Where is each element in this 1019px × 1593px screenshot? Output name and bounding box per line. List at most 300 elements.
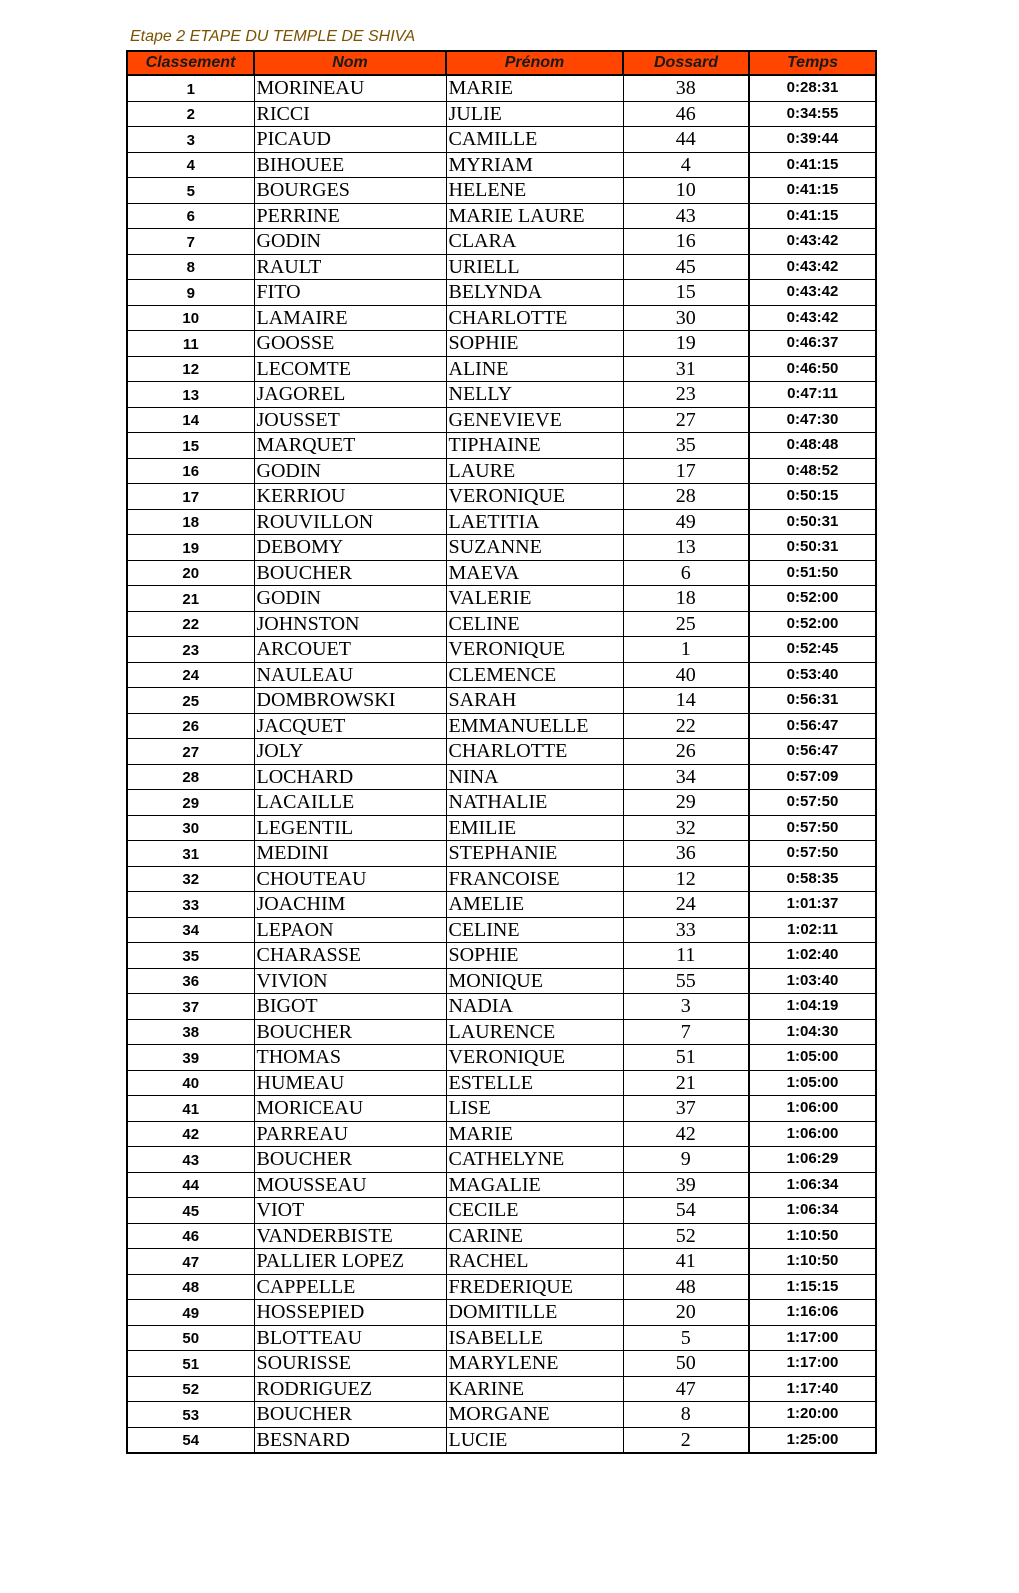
cell-dossard: 12	[623, 866, 749, 892]
cell-classement: 21	[127, 586, 254, 612]
cell-prenom: CELINE	[446, 611, 623, 637]
cell-prenom: CATHELYNE	[446, 1147, 623, 1173]
cell-prenom: STEPHANIE	[446, 841, 623, 867]
cell-classement: 20	[127, 560, 254, 586]
cell-nom: LACAILLE	[254, 790, 446, 816]
cell-dossard: 32	[623, 815, 749, 841]
cell-temps: 1:03:40	[749, 968, 876, 994]
cell-temps: 0:56:47	[749, 713, 876, 739]
cell-dossard: 35	[623, 433, 749, 459]
cell-prenom: MORGANE	[446, 1402, 623, 1428]
cell-nom: JAGOREL	[254, 382, 446, 408]
cell-dossard: 4	[623, 152, 749, 178]
cell-nom: CAPPELLE	[254, 1274, 446, 1300]
cell-temps: 1:06:00	[749, 1096, 876, 1122]
cell-dossard: 22	[623, 713, 749, 739]
cell-prenom: EMILIE	[446, 815, 623, 841]
table-row	[127, 433, 876, 459]
cell-prenom: LISE	[446, 1096, 623, 1122]
cell-temps: 0:56:31	[749, 688, 876, 714]
cell-prenom: SARAH	[446, 688, 623, 714]
header-temps: Temps	[749, 51, 876, 75]
cell-temps: 1:02:11	[749, 917, 876, 943]
table-row	[127, 1274, 876, 1300]
cell-dossard: 34	[623, 764, 749, 790]
cell-nom: JOACHIM	[254, 892, 446, 918]
cell-nom: LECOMTE	[254, 356, 446, 382]
cell-temps: 0:43:42	[749, 254, 876, 280]
table-row	[127, 535, 876, 561]
cell-temps: 0:43:42	[749, 305, 876, 331]
cell-temps: 1:05:00	[749, 1070, 876, 1096]
cell-nom: JOLY	[254, 739, 446, 765]
cell-temps: 0:47:30	[749, 407, 876, 433]
cell-classement: 6	[127, 203, 254, 229]
cell-temps: 0:50:15	[749, 484, 876, 510]
cell-dossard: 46	[623, 101, 749, 127]
cell-prenom: BELYNDA	[446, 280, 623, 306]
cell-nom: DEBOMY	[254, 535, 446, 561]
table-row	[127, 1019, 876, 1045]
cell-temps: 0:43:42	[749, 280, 876, 306]
cell-dossard: 39	[623, 1172, 749, 1198]
cell-classement: 10	[127, 305, 254, 331]
table-row	[127, 407, 876, 433]
cell-prenom: MONIQUE	[446, 968, 623, 994]
cell-nom: BIGOT	[254, 994, 446, 1020]
cell-dossard: 47	[623, 1376, 749, 1402]
header-nom: Nom	[254, 51, 446, 75]
table-row	[127, 586, 876, 612]
results-table	[126, 50, 877, 1454]
table-row	[127, 331, 876, 357]
header-classement: Classement	[127, 51, 254, 75]
cell-temps: 0:28:31	[749, 75, 876, 101]
cell-nom: BLOTTEAU	[254, 1325, 446, 1351]
cell-temps: 0:51:50	[749, 560, 876, 586]
cell-dossard: 19	[623, 331, 749, 357]
cell-dossard: 42	[623, 1121, 749, 1147]
cell-nom: JOHNSTON	[254, 611, 446, 637]
cell-temps: 1:15:15	[749, 1274, 876, 1300]
cell-prenom: DOMITILLE	[446, 1300, 623, 1326]
cell-prenom: URIELL	[446, 254, 623, 280]
cell-temps: 0:46:37	[749, 331, 876, 357]
cell-prenom: GENEVIEVE	[446, 407, 623, 433]
table-row	[127, 841, 876, 867]
cell-prenom: CARINE	[446, 1223, 623, 1249]
cell-dossard: 41	[623, 1249, 749, 1275]
cell-nom: MOUSSEAU	[254, 1172, 446, 1198]
cell-classement: 34	[127, 917, 254, 943]
cell-classement: 44	[127, 1172, 254, 1198]
table-row	[127, 1427, 876, 1453]
cell-temps: 0:57:50	[749, 841, 876, 867]
cell-nom: MORICEAU	[254, 1096, 446, 1122]
cell-classement: 42	[127, 1121, 254, 1147]
cell-classement: 54	[127, 1427, 254, 1453]
cell-prenom: LAETITIA	[446, 509, 623, 535]
cell-classement: 24	[127, 662, 254, 688]
cell-nom: JOUSSET	[254, 407, 446, 433]
cell-dossard: 25	[623, 611, 749, 637]
cell-temps: 1:10:50	[749, 1249, 876, 1275]
cell-prenom: CLARA	[446, 229, 623, 255]
cell-nom: KERRIOU	[254, 484, 446, 510]
cell-temps: 1:16:06	[749, 1300, 876, 1326]
cell-dossard: 14	[623, 688, 749, 714]
cell-classement: 11	[127, 331, 254, 357]
table-header	[127, 51, 876, 75]
cell-dossard: 29	[623, 790, 749, 816]
cell-temps: 0:52:00	[749, 611, 876, 637]
cell-classement: 7	[127, 229, 254, 255]
table-row	[127, 75, 876, 101]
cell-prenom: NADIA	[446, 994, 623, 1020]
cell-temps: 0:58:35	[749, 866, 876, 892]
cell-nom: GOOSSE	[254, 331, 446, 357]
cell-nom: DOMBROWSKI	[254, 688, 446, 714]
header-prenom: Prénom	[446, 51, 623, 75]
cell-classement: 27	[127, 739, 254, 765]
table-row	[127, 688, 876, 714]
page-title: Etape 2 ETAPE DU TEMPLE DE SHIVA	[130, 28, 416, 45]
cell-classement: 40	[127, 1070, 254, 1096]
table-row	[127, 1172, 876, 1198]
table-row	[127, 1045, 876, 1071]
cell-temps: 1:02:40	[749, 943, 876, 969]
cell-classement: 51	[127, 1351, 254, 1377]
cell-nom: BOUCHER	[254, 1402, 446, 1428]
cell-classement: 48	[127, 1274, 254, 1300]
table-row	[127, 637, 876, 663]
cell-classement: 43	[127, 1147, 254, 1173]
cell-nom: LOCHARD	[254, 764, 446, 790]
cell-dossard: 3	[623, 994, 749, 1020]
cell-classement: 23	[127, 637, 254, 663]
cell-temps: 0:39:44	[749, 127, 876, 153]
cell-classement: 41	[127, 1096, 254, 1122]
table-row	[127, 1147, 876, 1173]
cell-nom: BOUCHER	[254, 1147, 446, 1173]
cell-dossard: 30	[623, 305, 749, 331]
table-row	[127, 101, 876, 127]
table-row	[127, 356, 876, 382]
cell-nom: GODIN	[254, 586, 446, 612]
table-row	[127, 892, 876, 918]
cell-nom: SOURISSE	[254, 1351, 446, 1377]
cell-dossard: 44	[623, 127, 749, 153]
cell-dossard: 38	[623, 75, 749, 101]
cell-temps: 1:04:19	[749, 994, 876, 1020]
cell-prenom: EMMANUELLE	[446, 713, 623, 739]
cell-temps: 0:43:42	[749, 229, 876, 255]
cell-prenom: NATHALIE	[446, 790, 623, 816]
cell-prenom: VERONIQUE	[446, 1045, 623, 1071]
cell-prenom: ESTELLE	[446, 1070, 623, 1096]
cell-prenom: SOPHIE	[446, 331, 623, 357]
cell-dossard: 50	[623, 1351, 749, 1377]
cell-classement: 32	[127, 866, 254, 892]
table-row	[127, 943, 876, 969]
cell-prenom: MARYLENE	[446, 1351, 623, 1377]
cell-nom: MEDINI	[254, 841, 446, 867]
cell-nom: CHOUTEAU	[254, 866, 446, 892]
cell-prenom: ISABELLE	[446, 1325, 623, 1351]
table-row	[127, 713, 876, 739]
table-row	[127, 994, 876, 1020]
cell-temps: 0:52:45	[749, 637, 876, 663]
cell-nom: MARQUET	[254, 433, 446, 459]
cell-prenom: KARINE	[446, 1376, 623, 1402]
cell-classement: 33	[127, 892, 254, 918]
table-row	[127, 127, 876, 153]
cell-classement: 1	[127, 75, 254, 101]
table-row	[127, 1070, 876, 1096]
table-row	[127, 178, 876, 204]
table-row	[127, 382, 876, 408]
cell-prenom: JULIE	[446, 101, 623, 127]
cell-prenom: NINA	[446, 764, 623, 790]
cell-classement: 38	[127, 1019, 254, 1045]
cell-nom: ROUVILLON	[254, 509, 446, 535]
cell-nom: HOSSEPIED	[254, 1300, 446, 1326]
table-row	[127, 1325, 876, 1351]
cell-dossard: 1	[623, 637, 749, 663]
cell-nom: THOMAS	[254, 1045, 446, 1071]
cell-nom: LAMAIRE	[254, 305, 446, 331]
table-row	[127, 152, 876, 178]
cell-nom: PALLIER LOPEZ	[254, 1249, 446, 1275]
cell-prenom: FREDERIQUE	[446, 1274, 623, 1300]
cell-prenom: MYRIAM	[446, 152, 623, 178]
cell-temps: 1:20:00	[749, 1402, 876, 1428]
table-row	[127, 1096, 876, 1122]
cell-nom: CHARASSE	[254, 943, 446, 969]
cell-classement: 17	[127, 484, 254, 510]
cell-classement: 19	[127, 535, 254, 561]
table-row	[127, 1376, 876, 1402]
cell-temps: 0:41:15	[749, 178, 876, 204]
cell-nom: RAULT	[254, 254, 446, 280]
cell-temps: 1:06:00	[749, 1121, 876, 1147]
table-row	[127, 866, 876, 892]
cell-dossard: 11	[623, 943, 749, 969]
cell-dossard: 7	[623, 1019, 749, 1045]
table-row	[127, 509, 876, 535]
cell-temps: 0:41:15	[749, 152, 876, 178]
header-dossard: Dossard	[623, 51, 749, 75]
cell-dossard: 26	[623, 739, 749, 765]
cell-classement: 53	[127, 1402, 254, 1428]
cell-classement: 37	[127, 994, 254, 1020]
cell-nom: PARREAU	[254, 1121, 446, 1147]
cell-nom: VIVION	[254, 968, 446, 994]
table-row	[127, 1351, 876, 1377]
table-row	[127, 458, 876, 484]
cell-prenom: VERONIQUE	[446, 484, 623, 510]
cell-nom: GODIN	[254, 458, 446, 484]
cell-nom: ARCOUET	[254, 637, 446, 663]
cell-temps: 0:57:50	[749, 815, 876, 841]
table-row	[127, 1223, 876, 1249]
cell-nom: HUMEAU	[254, 1070, 446, 1096]
cell-prenom: RACHEL	[446, 1249, 623, 1275]
cell-prenom: HELENE	[446, 178, 623, 204]
cell-temps: 0:52:00	[749, 586, 876, 612]
cell-temps: 1:06:29	[749, 1147, 876, 1173]
cell-dossard: 21	[623, 1070, 749, 1096]
cell-dossard: 24	[623, 892, 749, 918]
cell-temps: 0:50:31	[749, 535, 876, 561]
cell-nom: BOUCHER	[254, 560, 446, 586]
table-row	[127, 305, 876, 331]
cell-prenom: MARIE	[446, 1121, 623, 1147]
cell-dossard: 43	[623, 203, 749, 229]
cell-classement: 15	[127, 433, 254, 459]
cell-dossard: 40	[623, 662, 749, 688]
cell-dossard: 6	[623, 560, 749, 586]
cell-prenom: LAURE	[446, 458, 623, 484]
table-body	[127, 75, 876, 1453]
cell-classement: 3	[127, 127, 254, 153]
cell-dossard: 17	[623, 458, 749, 484]
cell-temps: 1:05:00	[749, 1045, 876, 1071]
table-row	[127, 560, 876, 586]
cell-classement: 13	[127, 382, 254, 408]
cell-dossard: 10	[623, 178, 749, 204]
cell-temps: 1:17:40	[749, 1376, 876, 1402]
cell-dossard: 18	[623, 586, 749, 612]
table-row	[127, 229, 876, 255]
cell-temps: 1:01:37	[749, 892, 876, 918]
cell-prenom: FRANCOISE	[446, 866, 623, 892]
table-row	[127, 280, 876, 306]
cell-dossard: 13	[623, 535, 749, 561]
cell-dossard: 16	[623, 229, 749, 255]
table-row	[127, 1198, 876, 1224]
table-row	[127, 1300, 876, 1326]
cell-nom: VIOT	[254, 1198, 446, 1224]
table-row	[127, 203, 876, 229]
cell-nom: MORINEAU	[254, 75, 446, 101]
cell-prenom: MARIE LAURE	[446, 203, 623, 229]
cell-classement: 25	[127, 688, 254, 714]
cell-temps: 0:48:52	[749, 458, 876, 484]
cell-dossard: 37	[623, 1096, 749, 1122]
cell-classement: 46	[127, 1223, 254, 1249]
cell-nom: FITO	[254, 280, 446, 306]
cell-classement: 9	[127, 280, 254, 306]
cell-dossard: 8	[623, 1402, 749, 1428]
cell-nom: LEPAON	[254, 917, 446, 943]
cell-dossard: 48	[623, 1274, 749, 1300]
table-row	[127, 254, 876, 280]
cell-temps: 1:25:00	[749, 1427, 876, 1453]
cell-classement: 5	[127, 178, 254, 204]
cell-temps: 1:06:34	[749, 1172, 876, 1198]
table-row	[127, 764, 876, 790]
cell-temps: 0:46:50	[749, 356, 876, 382]
cell-nom: VANDERBISTE	[254, 1223, 446, 1249]
cell-temps: 1:06:34	[749, 1198, 876, 1224]
cell-dossard: 15	[623, 280, 749, 306]
cell-prenom: CHARLOTTE	[446, 305, 623, 331]
cell-temps: 0:57:50	[749, 790, 876, 816]
cell-classement: 31	[127, 841, 254, 867]
cell-classement: 26	[127, 713, 254, 739]
cell-dossard: 54	[623, 1198, 749, 1224]
cell-prenom: SUZANNE	[446, 535, 623, 561]
cell-classement: 12	[127, 356, 254, 382]
cell-prenom: CLEMENCE	[446, 662, 623, 688]
cell-prenom: ALINE	[446, 356, 623, 382]
cell-dossard: 33	[623, 917, 749, 943]
cell-dossard: 2	[623, 1427, 749, 1453]
cell-classement: 50	[127, 1325, 254, 1351]
cell-classement: 36	[127, 968, 254, 994]
cell-temps: 1:17:00	[749, 1325, 876, 1351]
cell-nom: JACQUET	[254, 713, 446, 739]
cell-classement: 14	[127, 407, 254, 433]
cell-temps: 0:48:48	[749, 433, 876, 459]
cell-temps: 0:50:31	[749, 509, 876, 535]
cell-prenom: VERONIQUE	[446, 637, 623, 663]
table-row	[127, 1402, 876, 1428]
cell-classement: 28	[127, 764, 254, 790]
header-row	[127, 51, 876, 75]
table-row	[127, 968, 876, 994]
cell-prenom: CECILE	[446, 1198, 623, 1224]
cell-classement: 30	[127, 815, 254, 841]
cell-temps: 0:34:55	[749, 101, 876, 127]
cell-dossard: 55	[623, 968, 749, 994]
cell-nom: BOUCHER	[254, 1019, 446, 1045]
table-row	[127, 815, 876, 841]
cell-dossard: 31	[623, 356, 749, 382]
cell-prenom: TIPHAINE	[446, 433, 623, 459]
cell-dossard: 36	[623, 841, 749, 867]
cell-classement: 22	[127, 611, 254, 637]
cell-dossard: 9	[623, 1147, 749, 1173]
cell-prenom: NELLY	[446, 382, 623, 408]
cell-classement: 52	[127, 1376, 254, 1402]
cell-classement: 4	[127, 152, 254, 178]
cell-prenom: MAGALIE	[446, 1172, 623, 1198]
table-row	[127, 739, 876, 765]
cell-classement: 2	[127, 101, 254, 127]
cell-temps: 1:04:30	[749, 1019, 876, 1045]
cell-dossard: 20	[623, 1300, 749, 1326]
table-row	[127, 611, 876, 637]
cell-dossard: 49	[623, 509, 749, 535]
cell-classement: 16	[127, 458, 254, 484]
cell-prenom: CAMILLE	[446, 127, 623, 153]
cell-dossard: 23	[623, 382, 749, 408]
cell-temps: 0:47:11	[749, 382, 876, 408]
cell-dossard: 51	[623, 1045, 749, 1071]
cell-classement: 49	[127, 1300, 254, 1326]
cell-nom: RODRIGUEZ	[254, 1376, 446, 1402]
cell-prenom: MAEVA	[446, 560, 623, 586]
table-row	[127, 484, 876, 510]
cell-prenom: CELINE	[446, 917, 623, 943]
cell-temps: 0:56:47	[749, 739, 876, 765]
cell-classement: 35	[127, 943, 254, 969]
table-row	[127, 662, 876, 688]
cell-nom: BIHOUEE	[254, 152, 446, 178]
table-row	[127, 1121, 876, 1147]
